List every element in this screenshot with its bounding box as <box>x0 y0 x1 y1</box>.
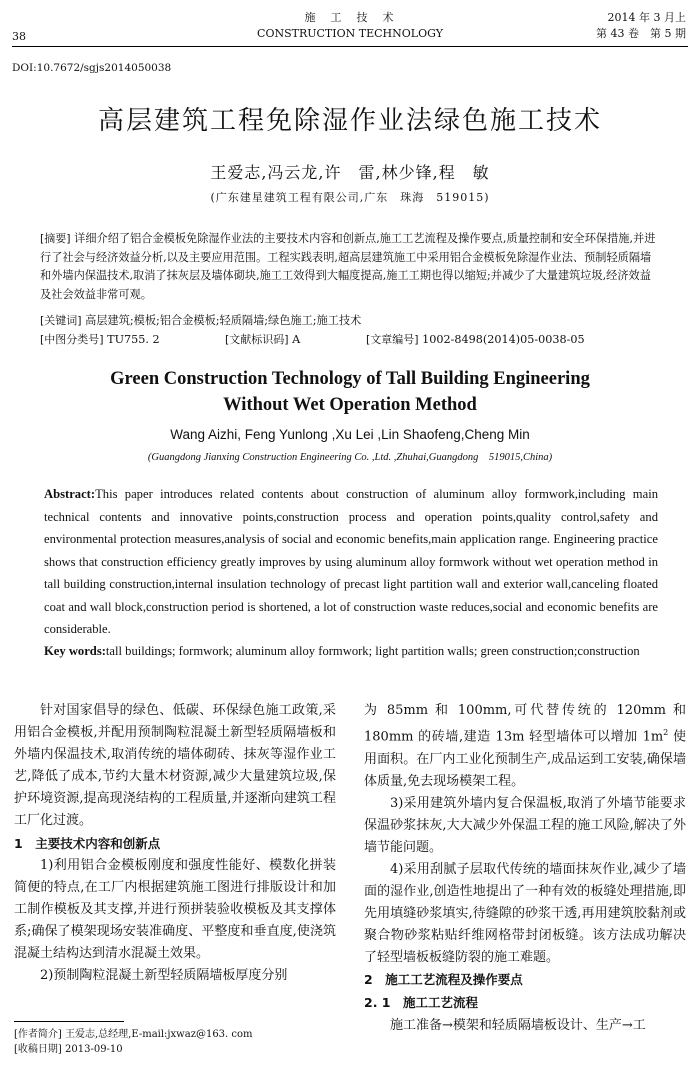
doc-value: A <box>292 333 301 346</box>
author-bio <box>14 1027 253 1042</box>
received-date <box>14 1042 253 1057</box>
issue-info <box>596 10 686 42</box>
clc-code <box>40 331 160 350</box>
title-cn: 高层建筑工程免除湿作业法绿色施工技术 <box>97 106 602 136</box>
superscript-2: 2 <box>663 728 669 738</box>
article-label: [文章编号] <box>366 333 419 346</box>
paragraph-5: 施工准备→模架和轻质隔墙板设计、生产→工 <box>390 1017 646 1033</box>
keywords-cn-text: 高层建筑;模板;铝合金模板;轻质隔墙;绿色施工;施工技术 <box>85 314 362 327</box>
body-right-column <box>364 700 686 1037</box>
affiliation-en: (Guangdong Jianxing Construction Engineering Co. ,Ltd. ,Zhuhai,Guangdong 519015,China) <box>147 452 553 463</box>
section-2-heading: 2 施工工艺流程及操作要点 <box>364 972 523 988</box>
abstract-en: Abstract:This paper introduces related contents about construction of aluminum alloy formwork,including main technical contents and innovative points,construction process and operation points,quality control,safety and environmental protection measures,analysis of social and economic benefits,main application range. Engineering practice shows that construction efficiency greatly improves by using aluminum alloy formwork without wet operation method in tall building construction,internal insulation technology of precast light partition wall and exterior wall,canceling floated coat and wall block,construction period is shortened, a lot of construction waste reduces,social and economic benefits are considerable. <box>44 487 658 636</box>
author-bio-text: 王爱志,总经理,E-mail:jxwaz@163. com <box>65 1029 253 1040</box>
body-left-column <box>14 700 336 987</box>
article-value: 1002-8498(2014)05-0038-05 <box>422 333 585 346</box>
keywords-cn <box>40 312 660 331</box>
volume-issue: 第 43 卷 第 5 期 <box>596 27 686 40</box>
keywords-en: Key words:tall buildings; formwork; aluminum alloy formwork; light partition walls; green construction;construction <box>44 644 640 658</box>
page-number: 38 <box>12 30 26 43</box>
received-date-label: [收稿日期] <box>14 1044 62 1055</box>
author-bio-label: [作者简介] <box>14 1029 62 1040</box>
journal-name <box>0 10 700 42</box>
paragraph-3: 3)采用建筑外墙内复合保温板,取消了外墙节能要求保温砂浆抹灰,大大减少外保温工程的施工风险,解决了外墙节能问题。 <box>364 795 686 855</box>
section-1-heading: 1 主要技术内容和创新点 <box>14 835 161 851</box>
journal-name-cn: 施 工 技 术 <box>304 11 396 24</box>
keywords-cn-label: [关键词] <box>40 314 82 327</box>
header-rule <box>12 46 688 47</box>
doc-label: [文献标识码] <box>225 333 289 346</box>
keywords-en-label: Key words <box>44 644 102 658</box>
abstract-cn-label: [摘要] <box>40 232 71 245</box>
section-2-1-heading: 2. 1 施工工艺流程 <box>364 994 478 1010</box>
issue-date: 2014 年 3 月上 <box>607 11 686 24</box>
clc-value: TU755. 2 <box>107 333 160 346</box>
footnote-rule <box>14 1021 124 1022</box>
footnote <box>14 1027 253 1057</box>
doi: DOI:10.7672/sgjs2014050038 <box>12 62 172 74</box>
authors-cn: 王爱志,冯云龙,许 雷,林少锋,程 敏 <box>210 163 490 182</box>
received-date-value: 2013-09-10 <box>65 1044 123 1055</box>
keywords-en-text: tall buildings; formwork; aluminum alloy formwork; light partition walls; green construction;construction <box>105 644 640 658</box>
clc-label: [中图分类号] <box>40 333 104 346</box>
paragraph-1: 1)利用铝合金模板刚度和强度性能好、模数化拼装简便的特点,在工厂内根据建筑施工图进行排版设计和加工制作模板及其支撑,并进行预拼装验收模板及其支撑体系;确保了模架现场安装准确度、平整度和垂直度,使浇筑混凝土结构达到清水混凝土效果。 <box>14 857 336 962</box>
article-number <box>366 331 585 350</box>
paragraph-2-continued: 为 85mm 和 100mm,可代替传统的 120mm 和 180mm 的砖墙,建造 13m 轻型墙体可以增加 $1m^2$ 使用面积。在厂内工业化预制生产,成品运到工安装,确保墙体质量,免去现场模架工程。 <box>364 703 686 789</box>
affiliation-cn: (广东建星建筑工程有限公司,广东 珠海 519015) <box>210 191 490 204</box>
doc-code <box>225 331 300 350</box>
abstract-cn-text: 详细介绍了铝合金模板免除湿作业法的主要技术内容和创新点,施工工艺流程及操作要点,质量控制和安全环保措施,并进行了社会与经济效益分析,以及主要应用范围。工程实践表明,超高层建筑施工中采用铝合金模板免除湿作业法、预制轻质隔墙和外墙内保温技术,取消了抹灰层及墙体砌块,施工工效得到大幅度提高,施工工期也得以缩短;并减少了大量建筑垃圾,经济效益及社会效益非常可观。 <box>40 232 656 301</box>
paragraph-4: 4)采用刮腻子层取代传统的墙面抹灰作业,减少了墙面的湿作业,创造性地提出了一种有效的板缝处理措施,即先用填缝砂浆填实,待缝隙的砂浆干透,再用建筑胶黏剂或聚合物砂浆粘贴纤维网格带封闭板缝。该方法成功解决了轻型墙板板缝防裂的施工难题。 <box>364 861 686 966</box>
authors-en: Wang Aizhi, Feng Yunlong ,Xu Lei ,Lin Shaofeng,Cheng Min <box>170 427 530 442</box>
paragraph-2-start: 2)预制陶粒混凝土新型轻质隔墙板厚度分别 <box>40 968 288 984</box>
abstract-en-label: Abstract <box>44 487 91 501</box>
abstract-cn <box>40 230 660 304</box>
title-en: Green Construction Technology of Tall Building Engineering Without Wet Operation Method <box>110 369 590 415</box>
journal-name-en: CONSTRUCTION TECHNOLOGY <box>257 27 443 40</box>
intro-paragraph: 针对国家倡导的绿色、低碳、环保绿色施工政策,采用铝合金模板,并配用预制陶粒混凝土新型轻质隔墙板和外墙内保温技术,取消传统的墙体砌砖、抹灰等湿作业工艺,降低了成本,节约大量木材资源,减少大量建筑垃圾,保护环境资源,提高现浇结构的工程质量,并逐渐向建筑工程工厂化过渡。 <box>14 703 336 829</box>
abstract-en-text: This paper introduces related contents about construction of aluminum alloy formwork,including main technical contents and innovative points,construction process and operation points,quality control,safety and environmental protection measures,analysis of social and economic benefits,main application range. Engineering practice shows that construction efficiency greatly improves by using aluminum alloy formwork without wet operation method in tall building construction,internal insulation technology of precast light partition wall and exterior wall,canceling floated coat and wall block,construction period is shortened, a lot of construction waste reduces,social and economic benefits are considerable. <box>44 487 658 636</box>
